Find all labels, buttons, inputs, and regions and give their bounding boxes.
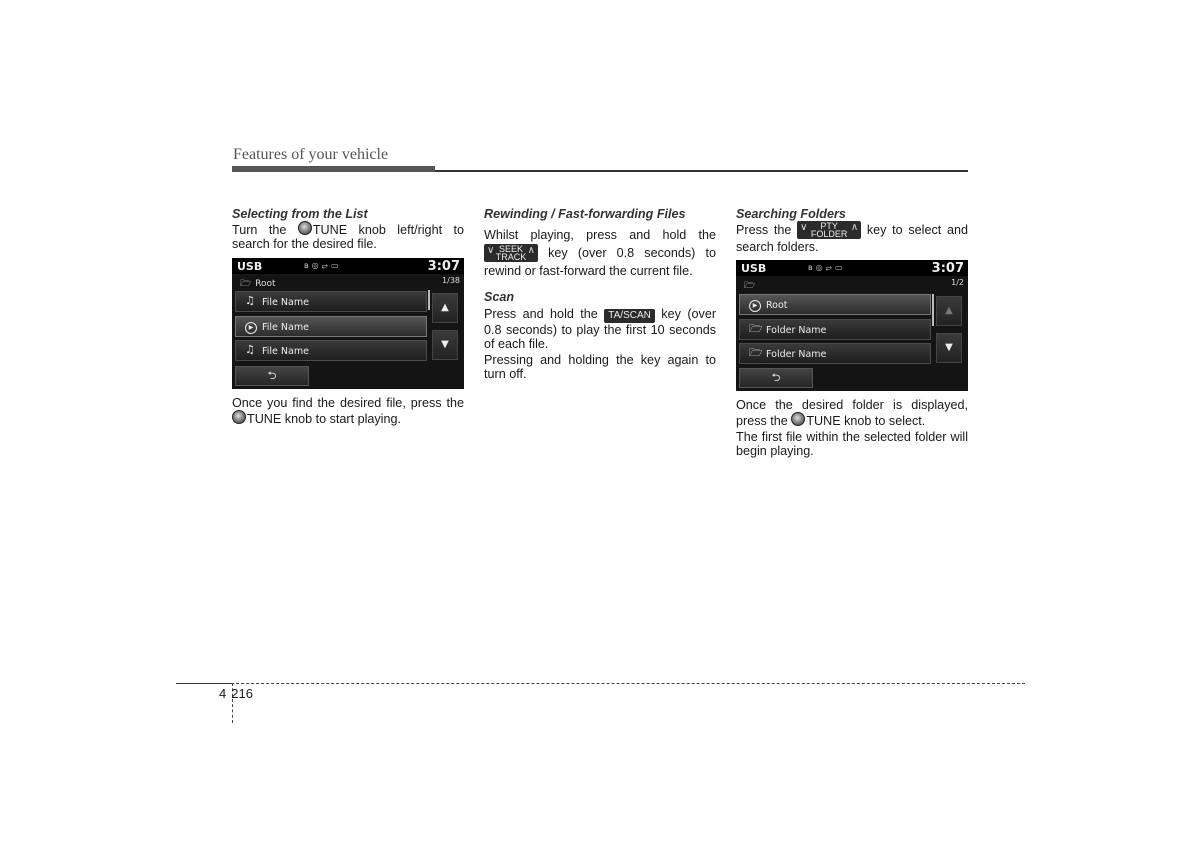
heading-scan: Scan bbox=[484, 290, 515, 304]
back-button[interactable] bbox=[235, 366, 309, 386]
chapter-number: 4 bbox=[219, 686, 227, 701]
music-note-icon: ♫ bbox=[245, 294, 255, 307]
scroll-up-button[interactable]: ▲ bbox=[936, 296, 962, 326]
track-count: 1/38 bbox=[442, 276, 460, 285]
page-number bbox=[219, 686, 253, 701]
chevron-down-icon: ∨ bbox=[487, 245, 495, 256]
usb-file-list-screen bbox=[232, 258, 464, 389]
paragraph-press-knob: Once you find the desired file, press the TUNE knob to start playing. bbox=[232, 396, 464, 426]
section-title: Features of your vehicle bbox=[233, 146, 389, 163]
status-bar bbox=[232, 258, 464, 274]
heading-searching-folders: Searching Folders bbox=[736, 207, 846, 221]
folder-icon: 🗁 bbox=[749, 322, 763, 335]
back-arrow-icon: ⮌ bbox=[771, 371, 781, 384]
column-searching-folders-after bbox=[736, 398, 968, 458]
folder-icon: 🗁 bbox=[749, 346, 763, 359]
chevron-up-icon: ∧ bbox=[527, 245, 535, 256]
folder-count: 1/2 bbox=[951, 278, 964, 287]
column-selecting-list-after bbox=[232, 396, 464, 426]
header-bar bbox=[232, 166, 435, 172]
page-number-value: 216 bbox=[231, 686, 253, 701]
music-note-icon: ♫ bbox=[245, 343, 255, 356]
source-label: USB bbox=[237, 260, 263, 273]
ta-scan-key: TA/SCAN bbox=[604, 309, 655, 323]
back-arrow-icon: ⮌ bbox=[267, 369, 277, 382]
tune-knob-icon bbox=[791, 412, 805, 426]
scroll-down-button[interactable]: ▼ bbox=[432, 330, 458, 360]
list-item[interactable]: 🗁 Folder Name bbox=[739, 319, 931, 340]
paragraph-scan: Press and hold the TA/SCAN key (over 0.8 seconds) to play the first 10 seconds of each file. bbox=[484, 307, 717, 351]
list-item[interactable]: ▶ File Name bbox=[235, 316, 427, 337]
list-item[interactable]: ♫ File Name bbox=[235, 291, 427, 312]
tune-knob-icon bbox=[232, 410, 246, 424]
folder-icon: 🗁 bbox=[744, 281, 756, 291]
column-searching-folders bbox=[736, 207, 968, 255]
paragraph-pty: Press the ∨ PTY FOLDER ∧ key to select and search folders. bbox=[736, 221, 969, 254]
scroll-up-button[interactable]: ▲ bbox=[432, 293, 458, 323]
list-item[interactable]: 🗁 Folder Name bbox=[739, 343, 931, 364]
column-selecting-list bbox=[232, 207, 464, 251]
paragraph-first-file: The first file within the selected folder will begin playing. bbox=[736, 430, 968, 458]
status-icons: ʙ◎⥂▭ bbox=[304, 261, 342, 270]
scrollbar[interactable] bbox=[428, 290, 430, 310]
play-icon: ▶ bbox=[749, 298, 761, 312]
chevron-up-icon: ∧ bbox=[850, 222, 859, 233]
scroll-down-button[interactable]: ▼ bbox=[936, 333, 962, 363]
path-bar bbox=[736, 276, 968, 290]
heading-rewinding: Rewinding / Fast-forwarding Files bbox=[484, 207, 686, 221]
paragraph-seek: Whilst playing, press and hold the ∨ SEEK TRACK ∧ key (over 0.8 seconds) to rewind or fast-forward the current file. bbox=[484, 228, 716, 278]
clock: 3:07 bbox=[427, 259, 460, 274]
paragraph-folder-select: Once the desired folder is displayed, press the TUNE knob to select. bbox=[736, 398, 968, 428]
header-rule bbox=[435, 170, 968, 172]
source-label: USB bbox=[741, 262, 767, 275]
back-button[interactable] bbox=[739, 368, 813, 388]
paragraph-turn-knob: Turn the TUNE knob left/right to search for the desired file. bbox=[232, 223, 465, 251]
list-item[interactable]: ♫ File Name bbox=[235, 340, 427, 361]
seek-track-key: ∨ SEEK TRACK ∧ bbox=[484, 244, 538, 262]
pty-folder-key: ∨ PTY FOLDER ∧ bbox=[797, 221, 861, 239]
chevron-down-icon: ∨ bbox=[800, 222, 808, 233]
usb-folder-list-screen bbox=[736, 260, 968, 391]
scrollbar[interactable] bbox=[932, 294, 934, 326]
column-rewind-scan bbox=[484, 207, 716, 381]
tune-knob-icon bbox=[298, 221, 312, 235]
folder-icon: 🗁 bbox=[240, 279, 252, 289]
path-label: Root bbox=[255, 279, 276, 289]
play-icon: ▶ bbox=[245, 320, 257, 334]
paragraph-scan-off: Pressing and holding the key again to turn off. bbox=[484, 353, 716, 381]
clock: 3:07 bbox=[931, 261, 964, 276]
footer-rule bbox=[176, 683, 1025, 684]
heading-selecting-list: Selecting from the List bbox=[232, 207, 368, 221]
status-bar bbox=[736, 260, 968, 276]
status-icons: ʙ◎⥂▭ bbox=[808, 263, 846, 272]
footer-rule-solid bbox=[176, 683, 233, 684]
path-bar bbox=[232, 274, 464, 288]
list-item[interactable]: ▶ Root bbox=[739, 294, 931, 315]
